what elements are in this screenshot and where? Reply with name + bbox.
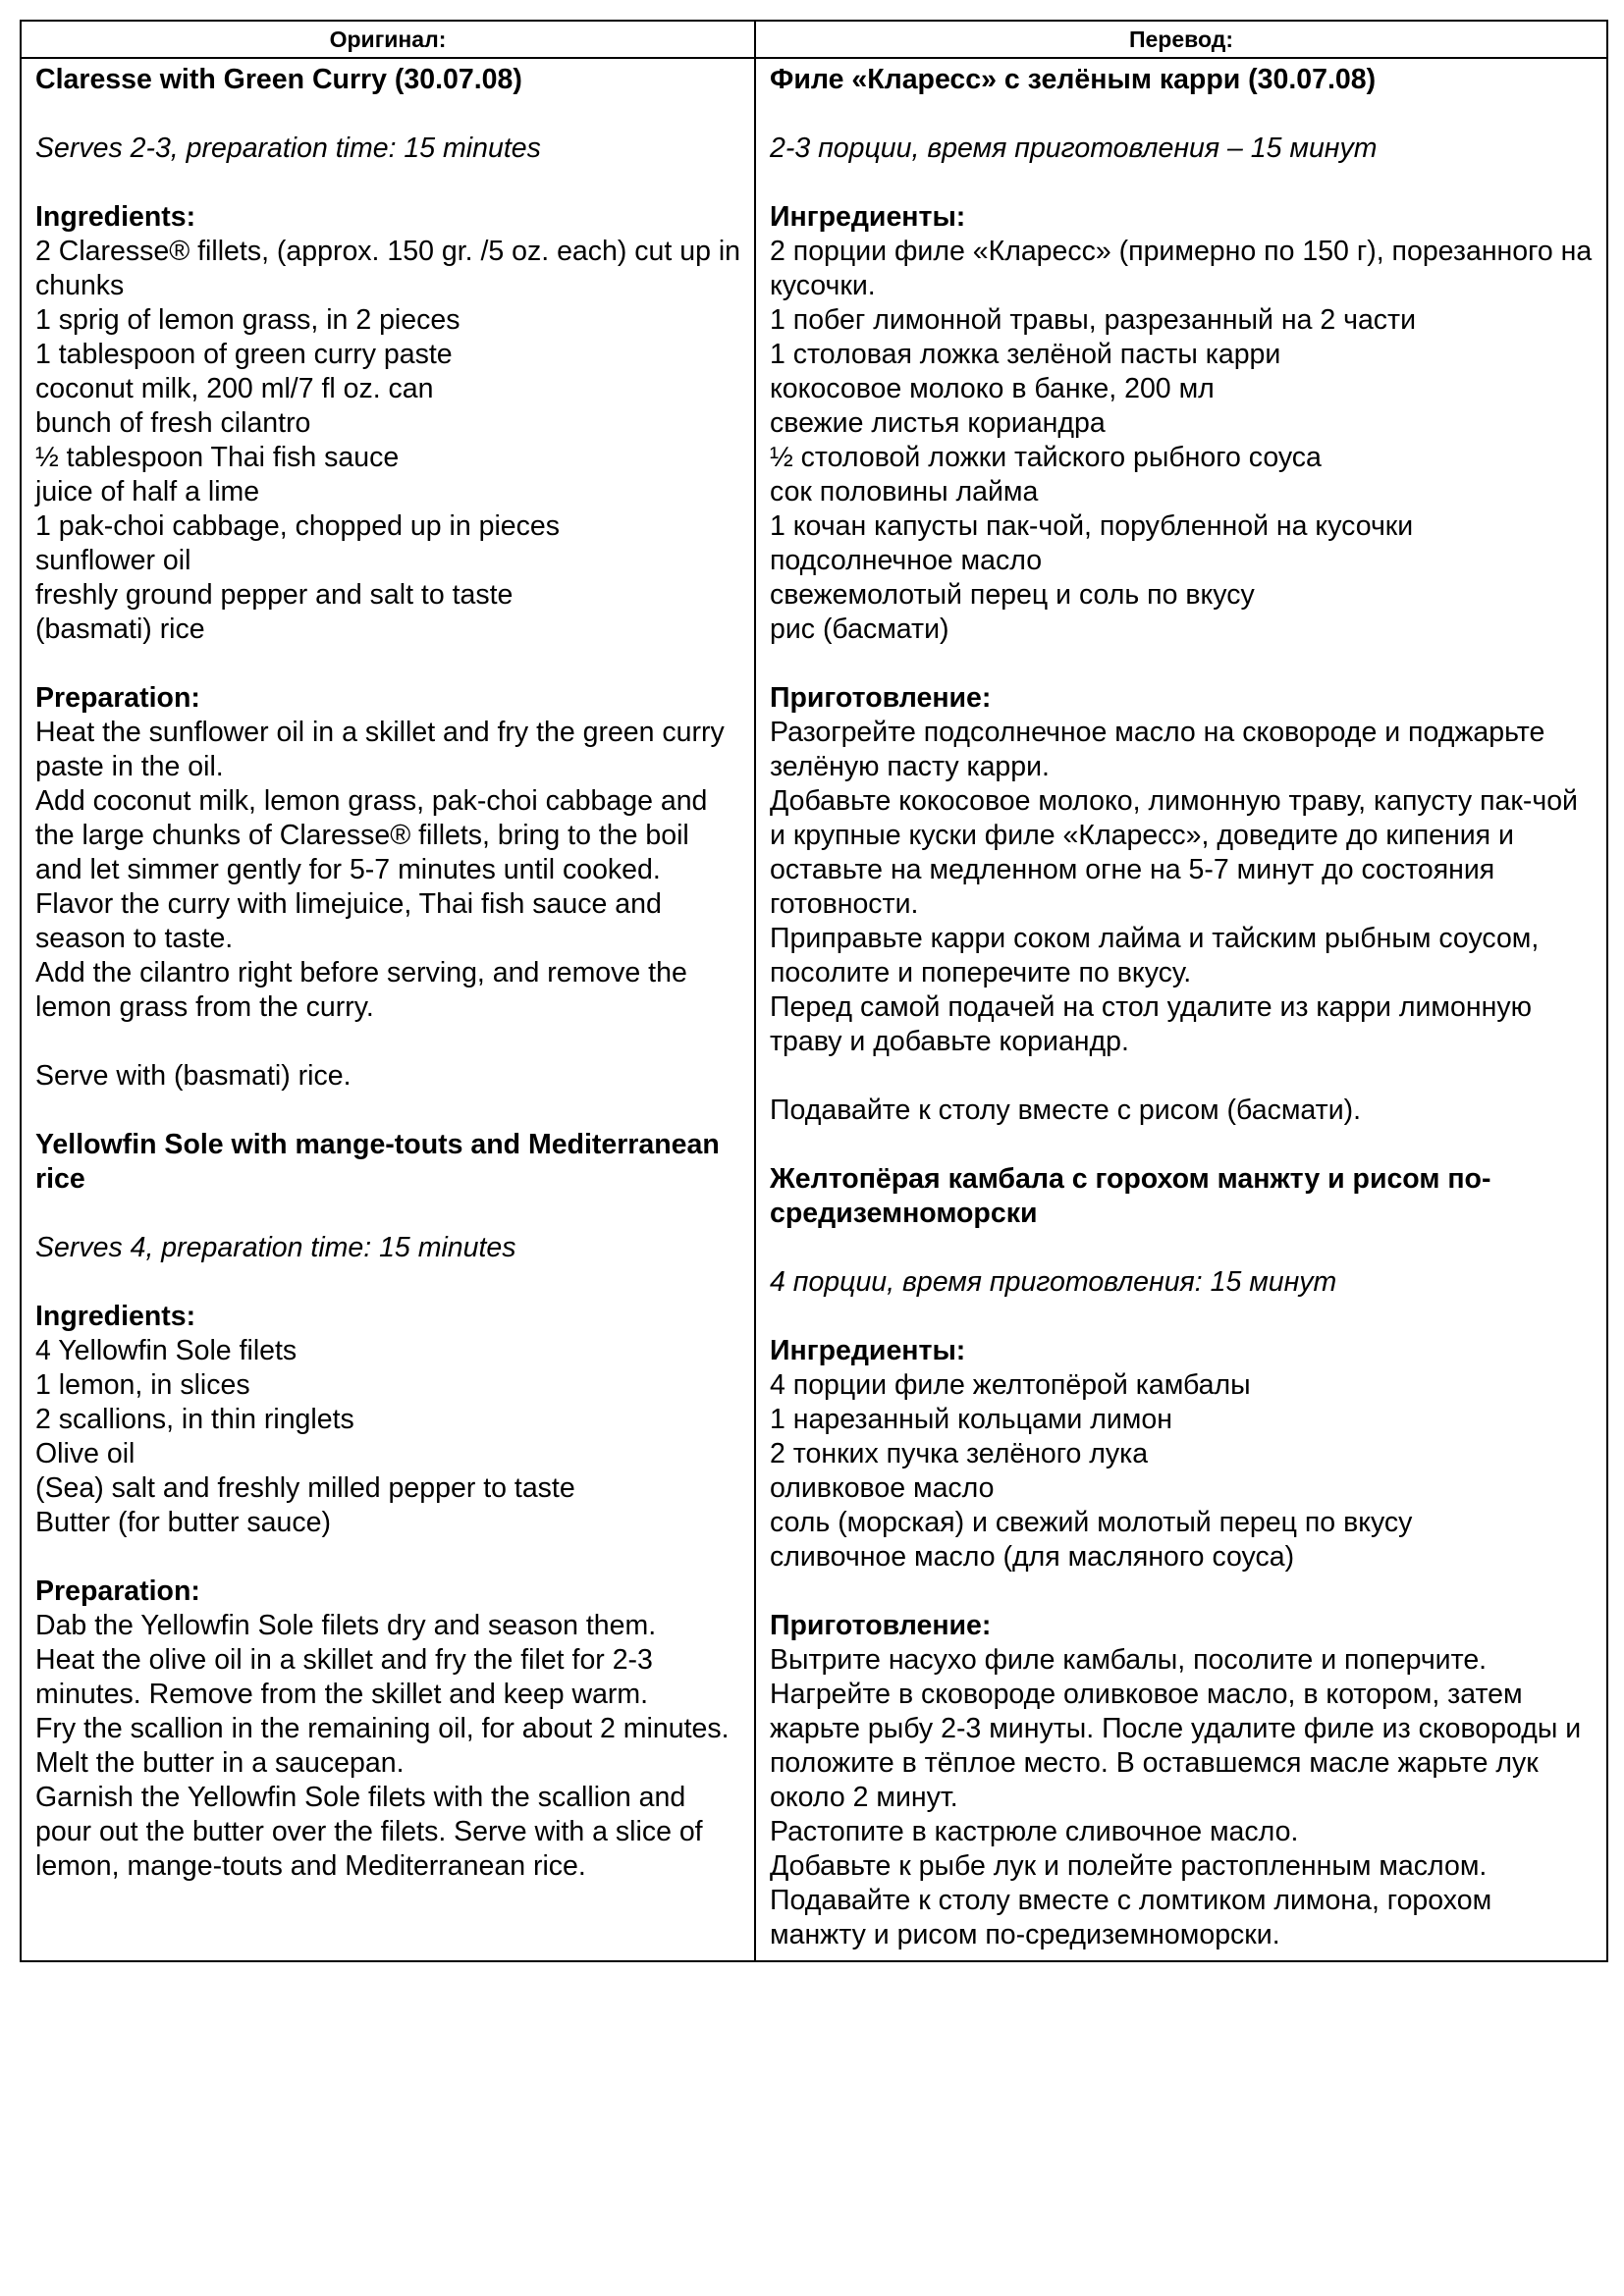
translation-column xyxy=(755,58,1607,1961)
ingredient-line: freshly ground pepper and salt to taste xyxy=(35,579,514,611)
recipe2-title: Yellowfin Sole with mange-touts and Mediterranean rice xyxy=(35,1129,720,1195)
preparation-step: Dab the Yellowfin Sole filets dry and season them. xyxy=(35,1610,657,1641)
preparation-step: Add the cilantro right before serving, and remove the lemon grass from the curry. xyxy=(35,957,687,1023)
recipe1-ingredients-heading-ru: Ингредиенты: xyxy=(770,201,966,233)
recipe2-serves-ru: 4 порции, время приготовления: 15 минут xyxy=(770,1266,1337,1298)
ingredient-line-ru: сливочное масло (для масляного соуса) xyxy=(770,1541,1295,1573)
preparation-step: Heat the olive oil in a skillet and fry the filet for 2-3 minutes. Remove from the skillet and keep warm. xyxy=(35,1644,653,1710)
ingredient-line-ru: подсолнечное масло xyxy=(770,545,1043,576)
ingredient-line: 1 tablespoon of green curry paste xyxy=(35,339,453,370)
preparation-step-ru: Добавьте кокосовое молоко, лимонную траву, капусту пак-чой и крупные куски филе «Кларесс», доведите до кипения и оставьте на медленном огне на 5-7 минут до состояния готовности. xyxy=(770,785,1578,920)
ingredient-line-ru: ½ столовой ложки тайского рыбного соуса xyxy=(770,442,1322,473)
ingredient-line-ru: соль (морская) и свежий молотый перец по вкусу xyxy=(770,1507,1413,1538)
ingredient-line: 2 Claresse® fillets, (approx. 150 gr. /5 oz. each) cut up in chunks xyxy=(35,236,741,301)
ingredient-line-ru: свежие листья кориандра xyxy=(770,407,1106,439)
recipe1-ingredients-heading: Ingredients: xyxy=(35,201,196,233)
recipe1-preparation-heading-ru: Приготовление: xyxy=(770,682,992,714)
preparation-step-ru: Растопите в кастрюле сливочное масло. xyxy=(770,1816,1299,1847)
ingredient-line: 1 pak-choi cabbage, chopped up in pieces xyxy=(35,510,560,542)
header-original: Оригинал: xyxy=(21,21,755,58)
recipe1-serve-note-ru: Подавайте к столу вместе с рисом (басмати). xyxy=(770,1095,1362,1126)
ingredient-line: 1 lemon, in slices xyxy=(35,1369,250,1401)
ingredient-line-ru: сок половины лайма xyxy=(770,476,1039,507)
preparation-step: Melt the butter in a saucepan. xyxy=(35,1747,405,1779)
ingredient-line-ru: кокосовое молоко в банке, 200 мл xyxy=(770,373,1215,404)
ingredient-line-ru: 4 порции филе желтопёрой камбалы xyxy=(770,1369,1251,1401)
recipe2-preparation-heading: Preparation: xyxy=(35,1575,200,1607)
document-sheet xyxy=(20,20,1606,1962)
recipe1-serve-note: Serve with (basmati) rice. xyxy=(35,1060,352,1092)
recipe2-ingredients-heading-ru: Ингредиенты: xyxy=(770,1335,966,1366)
recipe2-preparation-heading-ru: Приготовление: xyxy=(770,1610,992,1641)
ingredient-line: Olive oil xyxy=(35,1438,135,1469)
ingredient-line-ru: свежемолотый перец и соль по вкусу xyxy=(770,579,1255,611)
preparation-step: Fry the scallion in the remaining oil, for about 2 minutes. xyxy=(35,1713,730,1744)
ingredient-line-ru: 1 столовая ложка зелёной пасты карри xyxy=(770,339,1281,370)
ingredient-line: 1 sprig of lemon grass, in 2 pieces xyxy=(35,304,460,336)
recipe2-serves: Serves 4, preparation time: 15 minutes xyxy=(35,1232,516,1263)
recipe2-ingredients-heading: Ingredients: xyxy=(35,1301,196,1332)
ingredient-line-ru: 2 порции филе «Кларесс» (примерно по 150 г), порезанного на кусочки. xyxy=(770,236,1593,301)
header-row xyxy=(21,21,1607,58)
ingredient-line: 4 Yellowfin Sole filets xyxy=(35,1335,298,1366)
preparation-step-ru: Добавьте к рыбе лук и полейте растопленным маслом. xyxy=(770,1850,1488,1882)
preparation-step: Flavor the curry with limejuice, Thai fish sauce and season to taste. xyxy=(35,888,662,954)
recipe1-preparation-heading: Preparation: xyxy=(35,682,200,714)
preparation-step-ru: Разогрейте подсолнечное масло на сковороде и поджарьте зелёную пасту карри. xyxy=(770,717,1545,782)
ingredient-line: ½ tablespoon Thai fish sauce xyxy=(35,442,400,473)
ingredient-line-ru: 2 тонких пучка зелёного лука xyxy=(770,1438,1149,1469)
ingredient-line: (Sea) salt and freshly milled pepper to taste xyxy=(35,1472,575,1504)
header-translation: Перевод: xyxy=(755,21,1607,58)
ingredient-line: 2 scallions, in thin ringlets xyxy=(35,1404,354,1435)
ingredient-line-ru: 1 побег лимонной травы, разрезанный на 2 части xyxy=(770,304,1417,336)
recipe1-title: Claresse with Green Curry (30.07.08) xyxy=(35,64,522,95)
preparation-step: Add coconut milk, lemon grass, pak-choi cabbage and the large chunks of Claresse® fillets, bring to the boil and let simmer gently for 5-7 minutes until cooked. xyxy=(35,785,708,885)
ingredient-line: juice of half a lime xyxy=(35,476,260,507)
preparation-step-ru: Нагрейте в сковороде оливковое масло, в котором, затем жарьте рыбу 2-3 минуты. После удалите филе из сковороды и положите в тёплое место. В оставшемся масле жарьте лук около 2 минут. xyxy=(770,1679,1582,1813)
ingredient-line: bunch of fresh cilantro xyxy=(35,407,311,439)
parallel-translation-table xyxy=(20,20,1608,1962)
preparation-step-ru: Вытрите насухо филе камбалы, посолите и поперчите. xyxy=(770,1644,1488,1676)
content-row xyxy=(21,58,1607,1961)
ingredient-line-ru: 1 нарезанный кольцами лимон xyxy=(770,1404,1172,1435)
recipe1-serves: Serves 2-3, preparation time: 15 minutes xyxy=(35,133,541,164)
preparation-step-ru: Приправьте карри соком лайма и тайским рыбным соусом, посолите и поперечите по вкусу. xyxy=(770,923,1540,988)
ingredient-line: sunflower oil xyxy=(35,545,191,576)
ingredient-line: (basmati) rice xyxy=(35,614,205,645)
original-column xyxy=(21,58,755,1961)
ingredient-line-ru: рис (басмати) xyxy=(770,614,949,645)
preparation-step: Garnish the Yellowfin Sole filets with the scallion and pour out the butter over the filets. Serve with a slice of lemon, mange-touts and Mediterranean rice. xyxy=(35,1782,703,1882)
ingredient-line-ru: 1 кочан капусты пак-чой, порубленной на кусочки xyxy=(770,510,1414,542)
recipe1-title-ru: Филе «Кларесс» с зелёным карри (30.07.08) xyxy=(770,64,1377,95)
ingredient-line-ru: оливковое масло xyxy=(770,1472,995,1504)
preparation-step-ru: Перед самой подачей на стол удалите из карри лимонную траву и добавьте кориандр. xyxy=(770,991,1532,1057)
ingredient-line: Butter (for butter sauce) xyxy=(35,1507,331,1538)
recipe2-title-ru: Желтопёрая камбала с горохом манжту и рисом по-средиземноморски xyxy=(770,1163,1491,1229)
preparation-step-ru: Подавайте к столу вместе с ломтиком лимона, горохом манжту и рисом по-средиземноморски. xyxy=(770,1885,1492,1950)
recipe1-serves-ru: 2-3 порции, время приготовления – 15 минут xyxy=(770,133,1378,164)
preparation-step: Heat the sunflower oil in a skillet and fry the green curry paste in the oil. xyxy=(35,717,725,782)
ingredient-line: coconut milk, 200 ml/7 fl oz. can xyxy=(35,373,434,404)
